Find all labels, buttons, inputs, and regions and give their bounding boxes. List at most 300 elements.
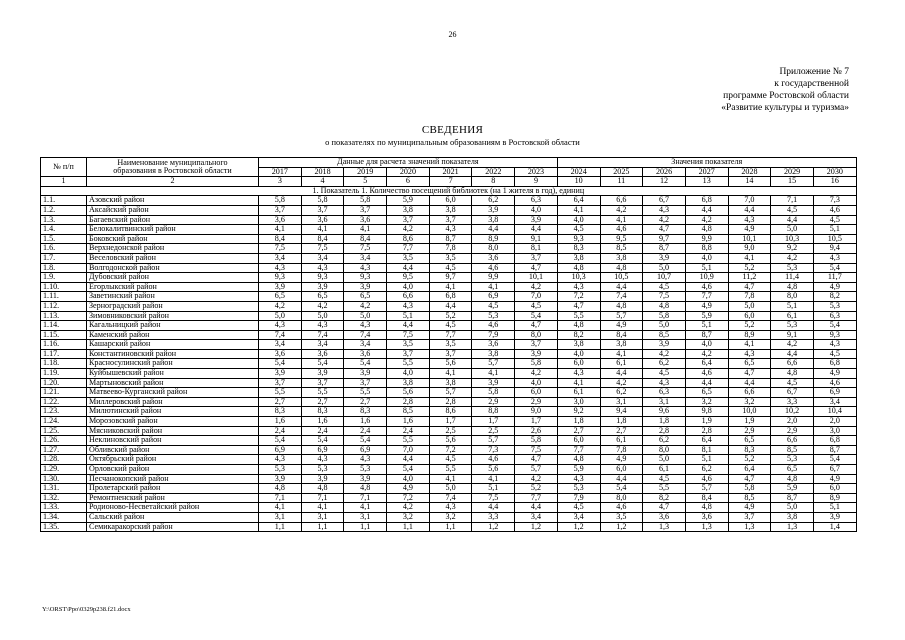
row-value: 5,0	[643, 263, 686, 273]
row-value: 3,9	[301, 474, 344, 484]
row-value: 7,4	[259, 330, 302, 340]
row-value: 7,5	[387, 330, 430, 340]
row-value: 4,2	[600, 378, 643, 388]
row-district-name: Веселовский район	[87, 253, 259, 263]
appendix-line-4: «Развитие культуры и туризма»	[721, 103, 849, 113]
row-district-name: Зимовниковский район	[87, 311, 259, 321]
row-value: 3,6	[643, 512, 686, 522]
table-row	[41, 445, 857, 455]
row-value: 4,7	[643, 503, 686, 513]
row-value: 4,1	[429, 282, 472, 292]
row-value: 6,2	[685, 465, 728, 475]
table-row	[41, 340, 857, 350]
row-value: 7,3	[472, 445, 515, 455]
row-value: 9,8	[685, 407, 728, 417]
row-district-name: Мартыновский район	[87, 378, 259, 388]
table-row	[41, 493, 857, 503]
row-value: 8,1	[515, 244, 558, 254]
row-district-name: Куйбышевский район	[87, 369, 259, 379]
row-value: 5,9	[387, 196, 430, 206]
row-value: 4,8	[771, 369, 814, 379]
row-value: 7,0	[515, 292, 558, 302]
row-value: 3,4	[515, 512, 558, 522]
row-district-name: Красносулинский район	[87, 359, 259, 369]
row-value: 3,7	[259, 205, 302, 215]
row-value: 4,6	[600, 503, 643, 513]
row-value: 7,1	[301, 493, 344, 503]
row-value: 5,5	[387, 436, 430, 446]
row-value: 4,6	[472, 263, 515, 273]
row-value: 1,8	[643, 417, 686, 427]
row-value: 1,2	[472, 522, 515, 532]
row-value: 4,9	[728, 225, 771, 235]
table-row	[41, 378, 857, 388]
row-value: 4,8	[557, 263, 600, 273]
row-number: 1.21.	[41, 388, 87, 398]
table-row	[41, 321, 857, 331]
row-value: 7,8	[728, 292, 771, 302]
row-value: 4,5	[643, 282, 686, 292]
row-value: 5,4	[515, 311, 558, 321]
row-value: 4,3	[259, 321, 302, 331]
row-value: 5,1	[685, 455, 728, 465]
row-value: 6,4	[557, 196, 600, 206]
row-number: 1.12.	[41, 301, 87, 311]
row-value: 9,2	[557, 407, 600, 417]
row-value: 5,4	[259, 359, 302, 369]
row-value: 4,7	[557, 301, 600, 311]
row-number: 1.26.	[41, 436, 87, 446]
row-value: 5,6	[387, 388, 430, 398]
row-value: 6,5	[259, 292, 302, 302]
column-number: 9	[515, 177, 558, 187]
row-value: 6,2	[643, 436, 686, 446]
row-value: 3,5	[429, 340, 472, 350]
table-row	[41, 234, 857, 244]
row-value: 7,8	[429, 244, 472, 254]
row-value: 9,3	[557, 234, 600, 244]
row-value: 3,6	[472, 340, 515, 350]
row-value: 4,8	[685, 225, 728, 235]
row-number: 1.15.	[41, 330, 87, 340]
row-value: 5,2	[515, 484, 558, 494]
row-value: 6,2	[643, 359, 686, 369]
row-value: 4,3	[344, 263, 387, 273]
row-number: 1.14.	[41, 321, 87, 331]
row-value: 5,8	[515, 436, 558, 446]
row-district-name: Кагальницкий район	[87, 321, 259, 331]
row-number: 1.27.	[41, 445, 87, 455]
row-value: 4,3	[728, 349, 771, 359]
row-value: 4,8	[643, 301, 686, 311]
row-value: 4,5	[472, 301, 515, 311]
row-district-name: Багаевский район	[87, 215, 259, 225]
header-year: 2030	[813, 167, 856, 177]
row-value: 4,1	[600, 349, 643, 359]
section-row	[41, 186, 857, 196]
row-value: 6,9	[472, 292, 515, 302]
row-value: 3,8	[600, 340, 643, 350]
row-value: 4,5	[771, 205, 814, 215]
row-value: 6,5	[301, 292, 344, 302]
row-value: 4,4	[728, 205, 771, 215]
row-value: 4,9	[813, 474, 856, 484]
row-value: 6,1	[600, 359, 643, 369]
row-value: 4,3	[344, 455, 387, 465]
row-value: 8,1	[685, 445, 728, 455]
row-district-name: Песчанокопский район	[87, 474, 259, 484]
row-value: 4,9	[685, 301, 728, 311]
header-name-line-2: образования в Ростовской области	[113, 166, 232, 176]
row-value: 3,9	[813, 512, 856, 522]
row-number: 1.29.	[41, 465, 87, 475]
row-district-name: Сальский район	[87, 512, 259, 522]
row-value: 5,3	[771, 455, 814, 465]
row-value: 3,7	[728, 512, 771, 522]
column-number: 12	[643, 177, 686, 187]
row-value: 9,3	[301, 273, 344, 283]
row-number: 1.20.	[41, 378, 87, 388]
table-row	[41, 311, 857, 321]
row-value: 4,8	[685, 503, 728, 513]
row-value: 9,3	[813, 330, 856, 340]
header-values: Значения показателя	[557, 158, 856, 168]
row-value: 6,0	[557, 359, 600, 369]
header-year: 2019	[344, 167, 387, 177]
row-value: 8,3	[301, 407, 344, 417]
row-value: 3,9	[344, 474, 387, 484]
row-value: 4,8	[557, 455, 600, 465]
row-value: 3,9	[643, 253, 686, 263]
row-value: 4,1	[429, 474, 472, 484]
row-value: 4,3	[813, 253, 856, 263]
row-value: 5,5	[344, 388, 387, 398]
row-district-name: Октябрьский район	[87, 455, 259, 465]
row-value: 4,3	[259, 455, 302, 465]
row-value: 4,0	[387, 369, 430, 379]
row-value: 5,0	[429, 484, 472, 494]
row-value: 6,3	[515, 196, 558, 206]
row-value: 3,2	[429, 512, 472, 522]
row-value: 3,7	[301, 378, 344, 388]
row-value: 5,3	[259, 465, 302, 475]
row-value: 4,3	[557, 474, 600, 484]
row-value: 4,9	[813, 282, 856, 292]
row-value: 4,9	[600, 321, 643, 331]
row-value: 4,7	[728, 282, 771, 292]
row-value: 3,9	[259, 369, 302, 379]
row-value: 5,5	[557, 311, 600, 321]
row-value: 3,7	[515, 253, 558, 263]
row-value: 4,8	[344, 484, 387, 494]
row-value: 3,7	[344, 378, 387, 388]
row-value: 4,0	[557, 215, 600, 225]
row-value: 3,9	[643, 340, 686, 350]
table-row	[41, 253, 857, 263]
row-value: 6,0	[557, 436, 600, 446]
row-value: 3,2	[387, 512, 430, 522]
row-value: 10,1	[515, 273, 558, 283]
row-value: 6,1	[643, 465, 686, 475]
row-value: 4,7	[643, 225, 686, 235]
row-value: 5,1	[472, 484, 515, 494]
row-number: 1.5.	[41, 234, 87, 244]
row-district-name: Родионово-Несветайский район	[87, 503, 259, 513]
row-value: 5,7	[685, 484, 728, 494]
row-value: 9,9	[685, 234, 728, 244]
row-value: 1,6	[259, 417, 302, 427]
table-row	[41, 522, 857, 532]
row-value: 8,3	[344, 407, 387, 417]
row-value: 6,5	[728, 436, 771, 446]
row-value: 7,1	[259, 493, 302, 503]
row-value: 7,7	[429, 330, 472, 340]
row-value: 6,8	[813, 436, 856, 446]
row-value: 9,0	[728, 244, 771, 254]
row-value: 8,5	[728, 493, 771, 503]
column-number: 3	[259, 177, 302, 187]
row-value: 4,2	[259, 301, 302, 311]
row-value: 5,0	[771, 503, 814, 513]
row-value: 1,2	[600, 522, 643, 532]
row-value: 8,0	[771, 292, 814, 302]
table-row	[41, 349, 857, 359]
row-value: 3,0	[557, 397, 600, 407]
header-year: 2026	[643, 167, 686, 177]
row-value: 5,6	[429, 359, 472, 369]
column-number: 2	[87, 177, 259, 187]
row-district-name: Каменский район	[87, 330, 259, 340]
row-value: 3,7	[259, 378, 302, 388]
table-row	[41, 263, 857, 273]
row-value: 4,3	[387, 301, 430, 311]
row-value: 6,1	[771, 311, 814, 321]
row-district-name: Миллеровский район	[87, 397, 259, 407]
row-value: 4,5	[429, 455, 472, 465]
appendix-line-1: Приложение № 7	[779, 67, 849, 77]
row-value: 6,4	[685, 436, 728, 446]
row-value: 11,2	[728, 273, 771, 283]
row-value: 4,5	[643, 474, 686, 484]
row-value: 3,4	[301, 253, 344, 263]
row-value: 4,4	[600, 369, 643, 379]
table-row	[41, 205, 857, 215]
row-value: 7,5	[344, 244, 387, 254]
row-value: 5,7	[472, 359, 515, 369]
row-value: 4,5	[643, 369, 686, 379]
row-value: 4,4	[728, 378, 771, 388]
row-value: 3,9	[344, 369, 387, 379]
row-value: 4,5	[429, 263, 472, 273]
row-district-name: Обливский район	[87, 445, 259, 455]
row-value: 5,3	[771, 321, 814, 331]
row-value: 4,4	[472, 503, 515, 513]
row-value: 6,5	[771, 465, 814, 475]
row-value: 1,6	[387, 417, 430, 427]
row-value: 5,4	[344, 436, 387, 446]
footer-file-path: Y:\ORST\Ppo\0329p238.f21.docx	[42, 606, 131, 613]
row-value: 3,6	[344, 215, 387, 225]
row-value: 2,4	[259, 426, 302, 436]
row-value: 5,1	[771, 301, 814, 311]
column-number: 10	[557, 177, 600, 187]
column-number: 8	[472, 177, 515, 187]
row-value: 5,0	[643, 455, 686, 465]
row-value: 3,4	[301, 340, 344, 350]
header-year: 2022	[472, 167, 515, 177]
row-number: 1.4.	[41, 225, 87, 235]
row-value: 2,7	[301, 397, 344, 407]
row-value: 8,8	[472, 407, 515, 417]
row-value: 6,4	[728, 465, 771, 475]
row-district-name: Пролетарский район	[87, 484, 259, 494]
row-value: 2,0	[813, 417, 856, 427]
row-value: 1,3	[685, 522, 728, 532]
row-value: 6,5	[685, 388, 728, 398]
row-district-name: Заветинский район	[87, 292, 259, 302]
row-value: 5,2	[728, 263, 771, 273]
row-value: 6,6	[600, 196, 643, 206]
row-value: 1,3	[643, 522, 686, 532]
row-value: 5,8	[472, 388, 515, 398]
row-value: 3,6	[259, 215, 302, 225]
row-value: 4,9	[728, 503, 771, 513]
row-value: 4,2	[643, 215, 686, 225]
row-value: 4,0	[515, 378, 558, 388]
table-row	[41, 397, 857, 407]
row-value: 4,2	[344, 301, 387, 311]
row-value: 4,0	[557, 349, 600, 359]
row-value: 10,5	[813, 234, 856, 244]
row-value: 4,7	[728, 369, 771, 379]
row-value: 8,2	[643, 493, 686, 503]
row-value: 3,9	[344, 282, 387, 292]
row-value: 3,6	[344, 349, 387, 359]
row-value: 4,3	[813, 340, 856, 350]
row-value: 7,5	[515, 445, 558, 455]
header-row	[41, 158, 857, 168]
row-value: 4,3	[429, 503, 472, 513]
row-value: 9,1	[771, 330, 814, 340]
row-district-name: Неклиновский район	[87, 436, 259, 446]
header-data: Данные для расчета значений показателя	[259, 158, 558, 168]
row-value: 5,3	[557, 484, 600, 494]
row-value: 4,3	[557, 282, 600, 292]
table-row	[41, 417, 857, 427]
row-value: 4,4	[600, 282, 643, 292]
row-value: 3,6	[685, 512, 728, 522]
row-district-name: Верхнедонской район	[87, 244, 259, 254]
row-value: 2,9	[728, 426, 771, 436]
table-row	[41, 282, 857, 292]
column-number: 15	[771, 177, 814, 187]
row-value: 11,7	[813, 273, 856, 283]
row-value: 4,2	[515, 369, 558, 379]
row-value: 3,5	[387, 340, 430, 350]
row-value: 4,2	[685, 349, 728, 359]
row-value: 4,3	[557, 369, 600, 379]
table-row	[41, 512, 857, 522]
row-value: 10,5	[600, 273, 643, 283]
row-value: 5,7	[429, 388, 472, 398]
row-value: 7,3	[813, 196, 856, 206]
row-value: 3,7	[429, 349, 472, 359]
row-value: 4,6	[685, 282, 728, 292]
table-row	[41, 301, 857, 311]
row-value: 9,3	[344, 273, 387, 283]
row-value: 4,1	[728, 340, 771, 350]
row-value: 5,7	[515, 465, 558, 475]
row-value: 4,8	[600, 301, 643, 311]
row-value: 2,8	[685, 426, 728, 436]
row-number: 1.2.	[41, 205, 87, 215]
row-value: 8,7	[813, 445, 856, 455]
row-value: 4,5	[515, 301, 558, 311]
table-row	[41, 407, 857, 417]
row-value: 4,1	[301, 503, 344, 513]
row-value: 3,7	[429, 215, 472, 225]
row-value: 3,8	[600, 253, 643, 263]
row-value: 3,6	[259, 349, 302, 359]
header-year: 2029	[771, 167, 814, 177]
row-value: 4,6	[600, 225, 643, 235]
row-value: 5,8	[344, 196, 387, 206]
row-value: 3,1	[259, 512, 302, 522]
table-row	[41, 474, 857, 484]
row-value: 5,3	[344, 465, 387, 475]
row-value: 3,4	[557, 512, 600, 522]
row-value: 1,1	[344, 522, 387, 532]
row-value: 8,2	[813, 292, 856, 302]
row-value: 4,6	[813, 378, 856, 388]
row-value: 4,2	[301, 301, 344, 311]
header-year: 2025	[600, 167, 643, 177]
row-value: 1,4	[813, 522, 856, 532]
row-district-name: Волгодонской район	[87, 263, 259, 273]
row-number: 1.25.	[41, 426, 87, 436]
row-value: 3,4	[813, 397, 856, 407]
row-value: 7,9	[557, 493, 600, 503]
row-value: 3,3	[472, 512, 515, 522]
row-value: 5,1	[685, 263, 728, 273]
row-value: 5,0	[301, 311, 344, 321]
row-number: 1.1.	[41, 196, 87, 206]
row-value: 5,0	[344, 311, 387, 321]
row-number: 1.13.	[41, 311, 87, 321]
row-value: 5,6	[429, 436, 472, 446]
row-value: 4,1	[344, 225, 387, 235]
row-value: 3,1	[344, 512, 387, 522]
row-value: 4,8	[600, 263, 643, 273]
row-value: 4,6	[685, 369, 728, 379]
row-value: 6,7	[643, 196, 686, 206]
row-value: 4,8	[771, 474, 814, 484]
row-value: 6,0	[813, 484, 856, 494]
row-value: 8,9	[728, 330, 771, 340]
row-value: 6,9	[344, 445, 387, 455]
row-district-name: Зерноградский район	[87, 301, 259, 311]
row-number: 1.8.	[41, 263, 87, 273]
indicators-table	[40, 157, 857, 532]
row-value: 3,1	[643, 397, 686, 407]
row-value: 4,8	[557, 321, 600, 331]
row-value: 6,6	[771, 436, 814, 446]
row-value: 10,3	[771, 234, 814, 244]
row-value: 8,6	[429, 407, 472, 417]
row-value: 4,7	[515, 263, 558, 273]
row-value: 3,9	[515, 215, 558, 225]
row-value: 7,5	[301, 244, 344, 254]
